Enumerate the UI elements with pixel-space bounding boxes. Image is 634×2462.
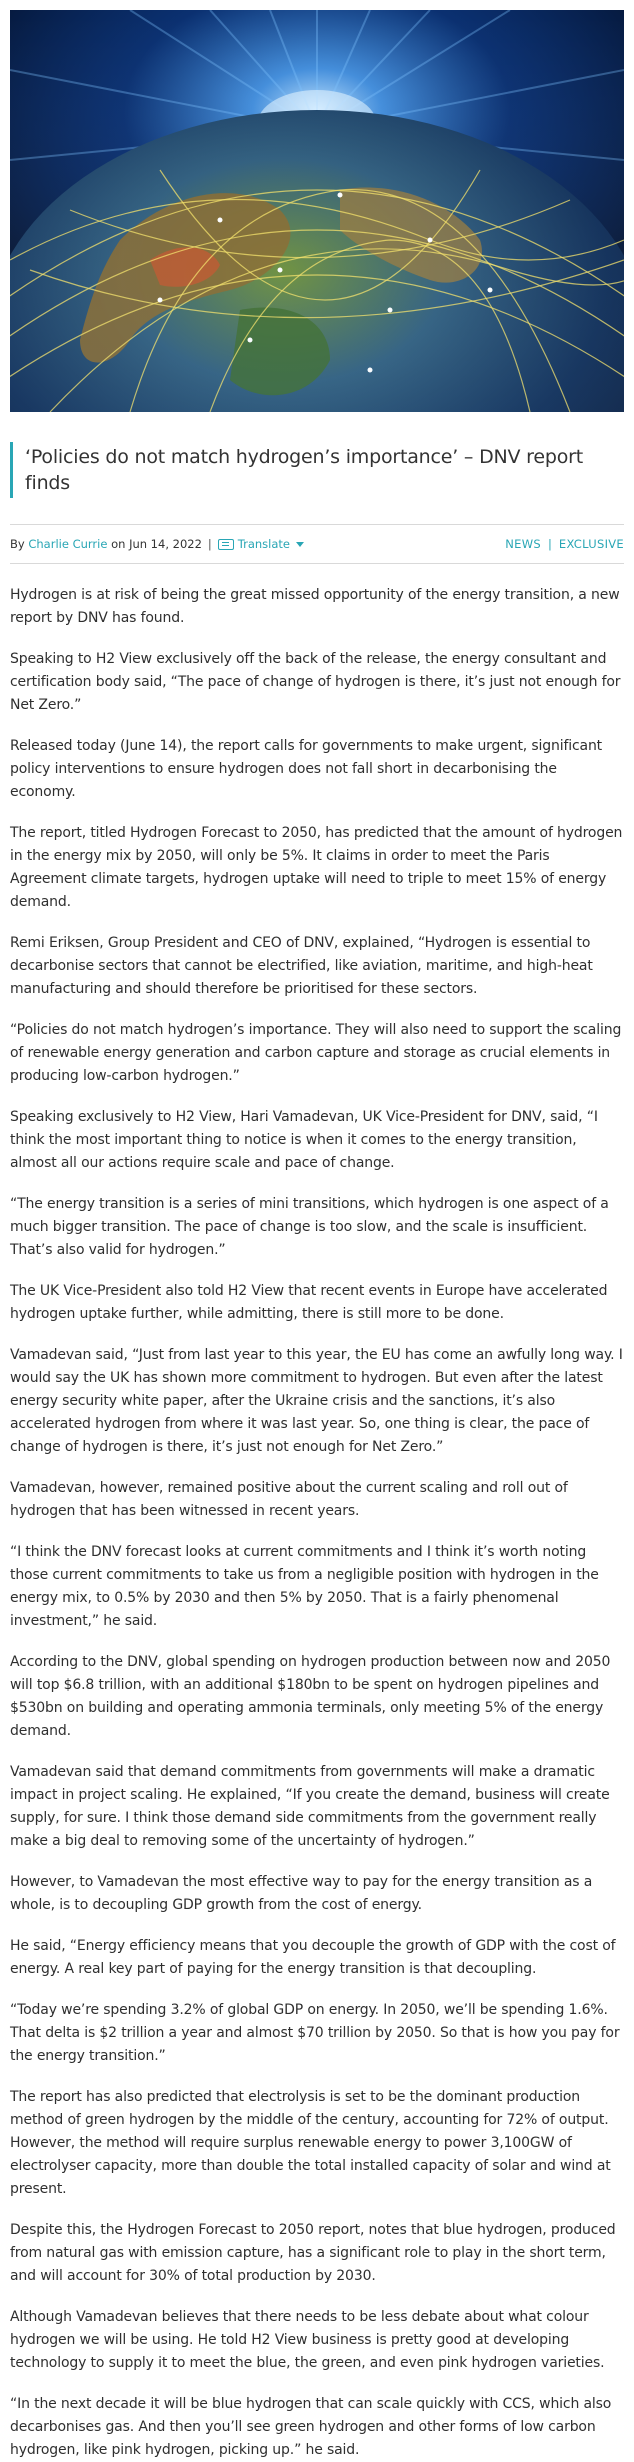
article-paragraph: The report has also predicted that electrolysis is set to be the dominant production method of green hydrogen by the middle of the century, accounting for 72% of output. However, the method will require surplus renewable energy to power 3,100GW of electrolyser capacity, more than double the total installed capacity of solar and wind at present. [10, 2089, 611, 2197]
article-paragraph: According to the DNV, global spending on hydrogen production between now and 2050 will top $6.8 trillion, with an additional $180bn to be spent on hydrogen pipelines and $530bn on building and operating ammonia terminals, only meeting 5% of the energy demand. [10, 1654, 611, 1739]
article-paragraph: “In the next decade it will be blue hydrogen that can scale quickly with CCS, which also decarbonises gas. And then you’ll see green hydrogen and other forms of low carbon hydrogen, like pink hydrogen, picking up.” he said. [10, 2396, 612, 2458]
article-paragraph: Vamadevan, however, remained positive about the current scaling and roll out of hydrogen that has been witnessed in recent years. [10, 1480, 568, 1519]
article-paragraph: “I think the DNV forecast looks at current commitments and I think it’s worth noting those current commitments to take us from a negligible position with hydrogen in the energy mix, to 0.5% by 2030 and then 5% by 2050. That is a fairly phenomenal investment,” he said. [10, 1544, 599, 1629]
article-page [0, 10, 634, 2462]
hero-image [10, 10, 624, 412]
date-prefix: on [111, 537, 126, 551]
article-paragraph: However, to Vamadevan the most effective way to pay for the energy transition as a whole, is to decoupling GDP growth from the cost of energy. [10, 1874, 593, 1913]
publish-date: Jun 14, 2022 [129, 537, 202, 551]
translate-button[interactable] [218, 537, 304, 551]
chevron-down-icon [296, 542, 304, 547]
byline [10, 537, 304, 551]
article-paragraph: Despite this, the Hydrogen Forecast to 2050 report, notes that blue hydrogen, produced from natural gas with emission capture, has a significant role to play in the short term, and will account for 30% of total production by 2030. [10, 2222, 616, 2284]
article-paragraph: Vamadevan said that demand commitments from governments will make a dramatic impact in project scaling. He explained, “If you create the demand, business will create supply, for sure. I think those demand side commitments from the government really make a big deal to removing some of the uncertainty of hydrogen.” [10, 1764, 610, 1849]
article-paragraph: Remi Eriksen, Group President and CEO of DNV, explained, “Hydrogen is essential to decarbonise sectors that cannot be electrified, like aviation, maritime, and high-heat manufacturing and should therefore be prioritised for these sectors. [10, 935, 593, 997]
byline-prefix: By [10, 537, 25, 551]
translate-label: Translate [237, 537, 290, 551]
article-paragraph: The report, titled Hydrogen Forecast to 2050, has predicted that the amount of hydrogen in the energy mix by 2050, will only be 5%. It claims in order to meet the Paris Agreement climate targets, hydrogen uptake will need to triple to meet 15% of energy demand. [10, 825, 623, 910]
tag-divider: | [548, 537, 552, 551]
article-paragraph: Vamadevan said, “Just from last year to this year, the EU has come an awfully long way. I would say the UK has shown more commitment to hydrogen. But even after the latest energy security white paper, after the Ukraine crisis and the sanctions, it’s also accelerated hydrogen from where it was last year. So, one thing is clear, the pace of change of hydrogen is there, it’s just not enough for Net Zero.” [10, 1347, 623, 1455]
article-tags [505, 537, 624, 551]
article-paragraph: Although Vamadevan believes that there needs to be less debate about what colour hydrogen we will be using. He told H2 View business is pretty good at developing technology to supply it to meet the blue, the green, and even pink hydrogen varieties. [10, 2309, 605, 2371]
globe-network-image [10, 10, 624, 412]
article-paragraph: Hydrogen is at risk of being the great missed opportunity of the energy transition, a new report by DNV has found. [10, 587, 620, 626]
article-meta-bar [10, 524, 624, 564]
article-paragraph: Speaking to H2 View exclusively off the back of the release, the energy consultant and certification body said, “The pace of change of hydrogen is there, it’s just not enough for Net Zero.” [10, 651, 621, 713]
article-paragraph: The UK Vice-President also told H2 View that recent events in Europe have accelerated hydrogen uptake further, while admitting, there is still more to be done. [10, 1283, 608, 1322]
tag-exclusive-link[interactable]: EXCLUSIVE [558, 537, 624, 551]
article-paragraph: “The energy transition is a series of mini transitions, which hydrogen is one aspect of a much bigger transition. The pace of change is too slow, and the scale is insufficient. That’s also valid for hydrogen.” [10, 1196, 609, 1258]
tag-news-link[interactable]: NEWS [505, 537, 541, 551]
author-link[interactable]: Charlie Currie [28, 537, 108, 551]
article-paragraph: Released today (June 14), the report calls for governments to make urgent, significant policy interventions to ensure hydrogen does not fall short in decarbonising the economy. [10, 738, 603, 800]
article-paragraph: “Policies do not match hydrogen’s importance. They will also need to support the scaling of renewable energy generation and carbon capture and storage as crucial elements in producing low-carbon hydrogen.” [10, 1022, 622, 1084]
article-paragraph: “Today we’re spending 3.2% of global GDP on energy. In 2050, we’ll be spending 1.6%. That delta is $2 trillion a year and almost $70 trillion by 2050. So that is how you pay for the energy transition.” [10, 2002, 620, 2064]
article-paragraph: He said, “Energy efficiency means that you decouple the growth of GDP with the cost of energy. A real key part of paying for the energy transition is that decoupling. [10, 1938, 616, 1977]
article-paragraph: Speaking exclusively to H2 View, Hari Vamadevan, UK Vice-President for DNV, said, “I think the most important thing to notice is when it comes to the energy transition, almost all our actions require scale and pace of change. [10, 1109, 598, 1171]
article-headline: ‘Policies do not match hydrogen’s importance’ – DNV report finds [10, 442, 624, 498]
translate-icon [218, 539, 234, 550]
article-body [10, 584, 624, 2462]
meta-divider: | [207, 537, 212, 551]
